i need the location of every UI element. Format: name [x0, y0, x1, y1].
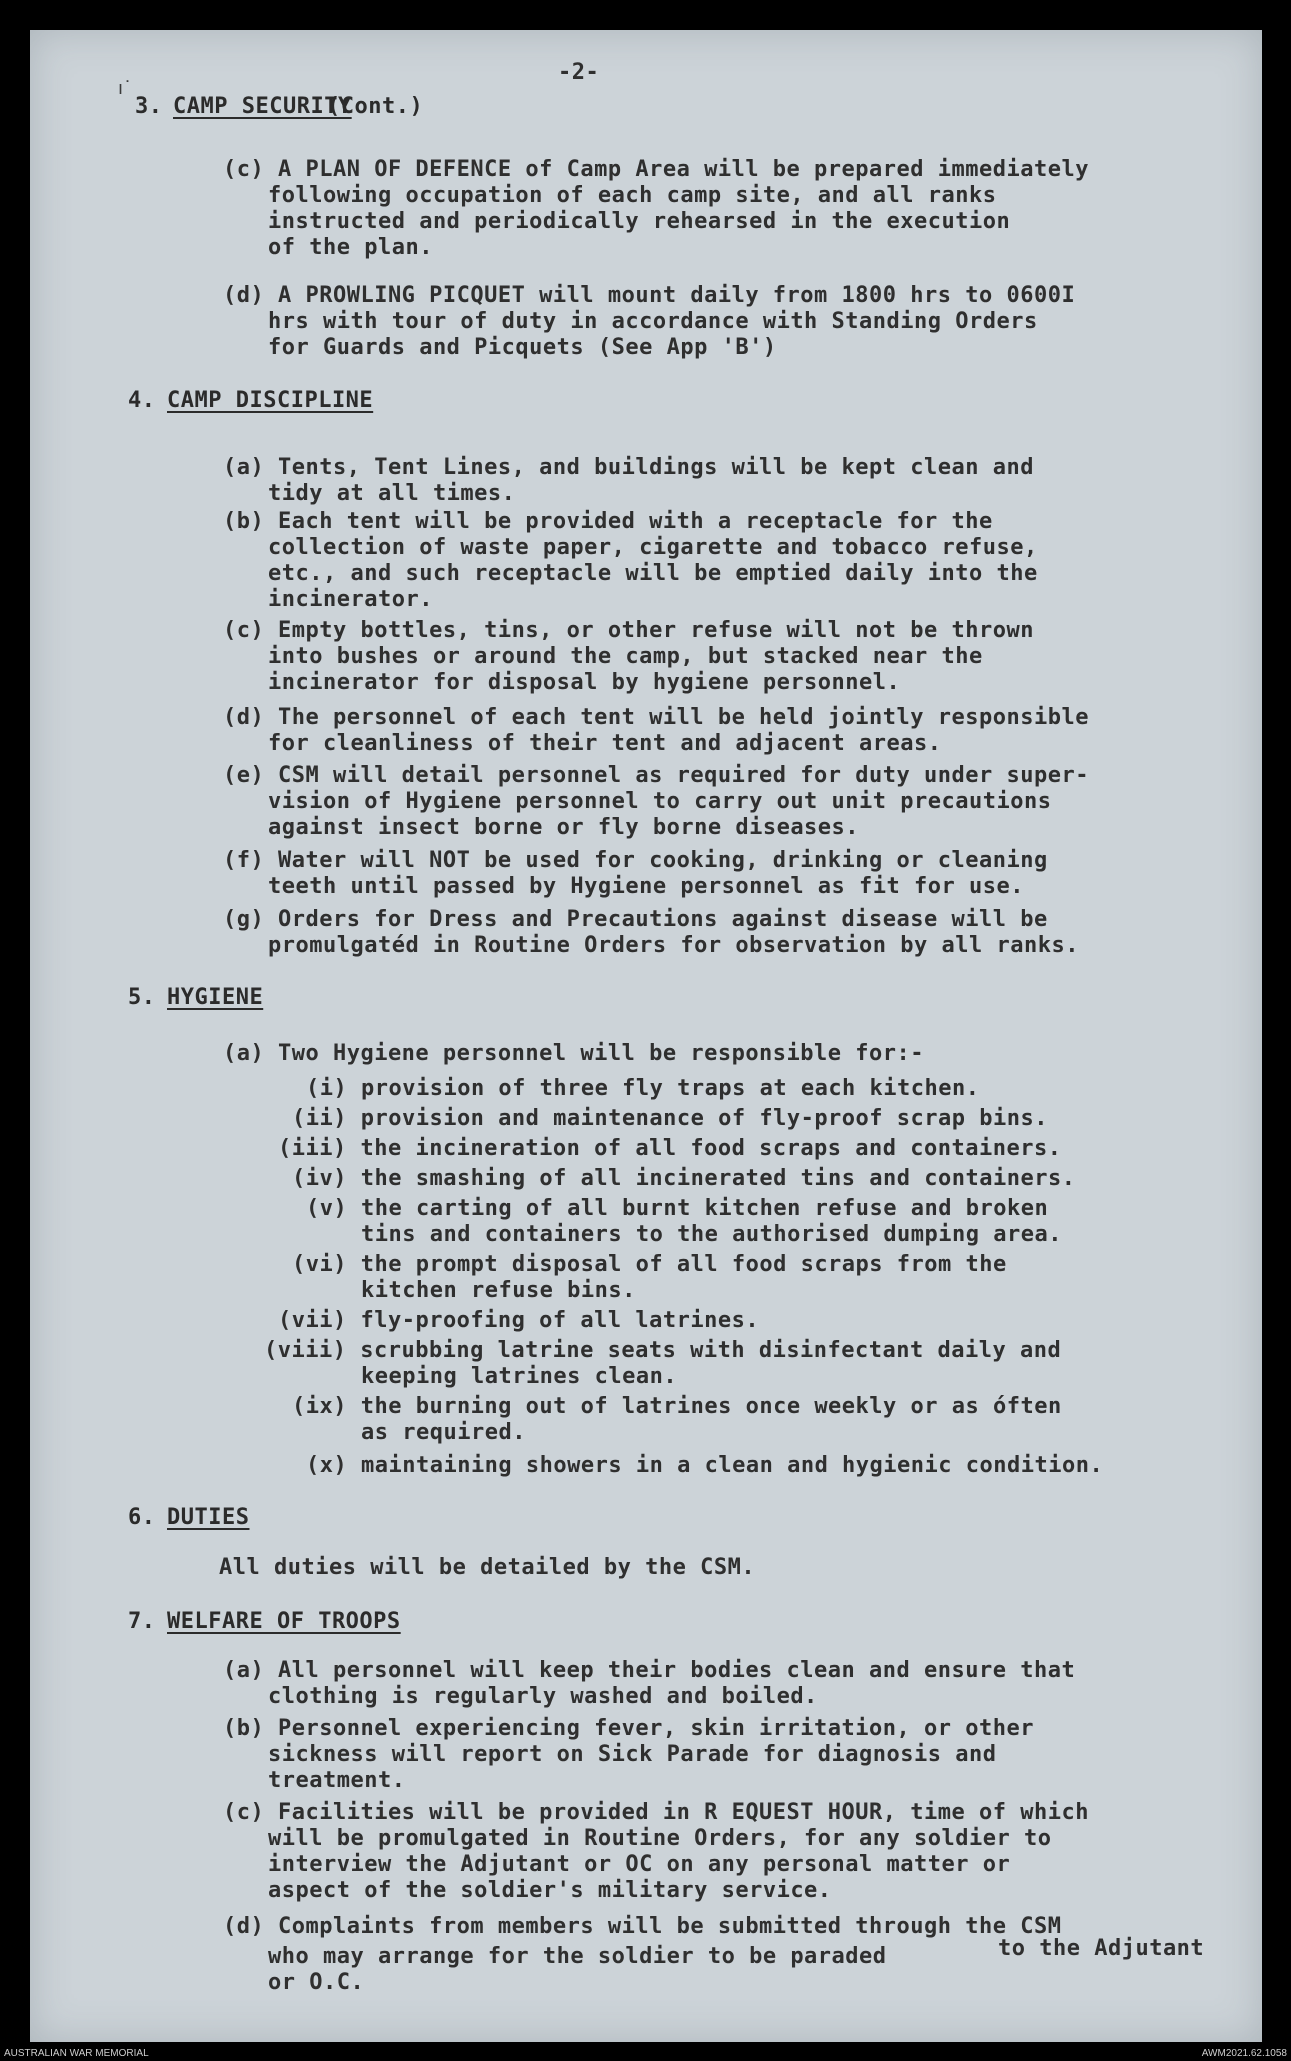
s5-item-vi-line-1: (vi) the prompt disposal of all food scraps from the — [292, 1252, 1007, 1277]
footer — [0, 2047, 1291, 2061]
section-3-number: 3. — [135, 94, 163, 119]
s4-d-line-1: (d) The personnel of each tent will be held jointly responsible — [223, 705, 1089, 730]
s5-item-vi-line-2: kitchen refuse bins. — [361, 1278, 636, 1303]
s7-c-line-1: (c) Facilities will be provided in R EQUEST HOUR, time of which — [223, 1800, 1089, 1825]
section-6-title: DUTIES — [167, 1505, 250, 1530]
s4-f-line-2: teeth until passed by Hygiene personnel as fit for use. — [268, 874, 1024, 899]
s4-e-line-3: against insect borne or fly borne diseases. — [268, 815, 860, 840]
s5-item-ii: (ii) provision and maintenance of fly-proof scrap bins. — [292, 1106, 1048, 1131]
handwritten-mark: ı˙ — [118, 78, 133, 99]
footer-source: AUSTRALIAN WAR MEMORIAL — [4, 2048, 149, 2059]
s7-a-line-1: (a) All personnel will keep their bodies clean and ensure that — [223, 1658, 1076, 1683]
s4-g-line-1: (g) Orders for Dress and Precautions against disease will be — [223, 907, 1048, 932]
s3-c-line-4: of the plan. — [268, 235, 433, 260]
s4-a-line-2: tidy at all times. — [268, 481, 516, 506]
footer-reference: AWM2021.62.1058 — [1201, 2048, 1287, 2059]
s4-b-line-4: incinerator. — [268, 587, 433, 612]
s7-d-line-1: (d) Complaints from members will be submitted through the CSM — [223, 1914, 1062, 1939]
s7-a-line-2: clothing is regularly washed and boiled. — [268, 1684, 818, 1709]
section-5-number: 5. — [128, 985, 156, 1010]
s5-item-viii-line-2: keeping latrines clean. — [361, 1364, 678, 1389]
s7-b-line-1: (b) Personnel experiencing fever, skin irritation, or other — [223, 1716, 1034, 1741]
s5-item-v-line-2: tins and containers to the authorised dumping area. — [361, 1222, 1063, 1247]
s7-d-line-2b: to the Adjutant — [998, 1936, 1205, 1961]
s5-a-intro: (a) Two Hygiene personnel will be responsible for:- — [223, 1041, 925, 1066]
s5-item-ix-line-2: as required. — [361, 1420, 526, 1445]
s5-item-iii: (iii) the incineration of all food scraps and containers. — [278, 1136, 1062, 1161]
section-3-suffix: (Cont.) — [327, 94, 424, 119]
s5-item-v-line-1: (v) the carting of all burnt kitchen refuse and broken — [306, 1196, 1049, 1221]
s7-d-line-3: or O.C. — [268, 1970, 365, 1995]
s4-c-line-1: (c) Empty bottles, tins, or other refuse will not be thrown — [223, 618, 1034, 643]
s4-b-line-1: (b) Each tent will be provided with a receptacle for the — [223, 509, 993, 534]
s4-g-line-2: promulgatéd in Routine Orders for observation by all ranks. — [268, 933, 1079, 958]
s4-b-line-3: etc., and such receptacle will be emptied daily into the — [268, 561, 1038, 586]
s4-c-line-3: incinerator for disposal by hygiene personnel. — [268, 670, 901, 695]
s3-d-line-2: hrs with tour of duty in accordance with Standing Orders — [268, 309, 1038, 334]
s7-b-line-3: treatment. — [268, 1768, 406, 1793]
s6-text: All duties will be detailed by the CSM. — [219, 1555, 756, 1580]
s5-item-i: (i) provision of three fly traps at each kitchen. — [306, 1076, 980, 1101]
s3-c-line-1: (c) A PLAN OF DEFENCE of Camp Area will be prepared immediately — [223, 157, 1089, 182]
s7-c-line-2: will be promulgated in Routine Orders, for any soldier to — [268, 1826, 1052, 1851]
s4-a-line-1: (a) Tents, Tent Lines, and buildings will be kept clean and — [223, 455, 1034, 480]
s5-item-ix-line-1: (ix) the burning out of latrines once weekly or as óften — [292, 1394, 1062, 1419]
section-3-title: CAMP SECURITY — [173, 94, 352, 119]
s3-c-line-2: following occupation of each camp site, and all ranks — [268, 183, 997, 208]
document-page — [30, 30, 1262, 2042]
s5-item-vii: (vii) fly-proofing of all latrines. — [278, 1308, 760, 1333]
section-4-title: CAMP DISCIPLINE — [167, 388, 374, 413]
s3-c-line-3: instructed and periodically rehearsed in the execution — [268, 209, 1011, 234]
s4-e-line-2: vision of Hygiene personnel to carry out unit precautions — [268, 789, 1052, 814]
s7-d-line-2: who may arrange for the soldier to be paraded — [268, 1944, 887, 1969]
s7-b-line-2: sickness will report on Sick Parade for diagnosis and — [268, 1742, 997, 1767]
s5-item-iv: (iv) the smashing of all incinerated tins and containers. — [292, 1166, 1076, 1191]
s3-d-line-3: for Guards and Picquets (See App 'B') — [268, 335, 777, 360]
s4-d-line-2: for cleanliness of their tent and adjacent areas. — [268, 731, 942, 756]
s5-item-x: (x) maintaining showers in a clean and hygienic condition. — [306, 1453, 1104, 1478]
page-number: -2- — [558, 60, 600, 85]
s7-c-line-3: interview the Adjutant or OC on any personal matter or — [268, 1852, 1011, 1877]
section-4-number: 4. — [128, 388, 156, 413]
s7-c-line-4: aspect of the soldier's military service. — [268, 1878, 832, 1903]
section-7-title: WELFARE OF TROOPS — [167, 1609, 401, 1634]
s4-b-line-2: collection of waste paper, cigarette and tobacco refuse, — [268, 535, 1038, 560]
section-5-title: HYGIENE — [167, 985, 264, 1010]
s5-item-viii-line-1: (viii) scrubbing latrine seats with disinfectant daily and — [264, 1338, 1062, 1363]
section-7-number: 7. — [128, 1609, 156, 1634]
s4-f-line-1: (f) Water will NOT be used for cooking, drinking or cleaning — [223, 848, 1048, 873]
s4-c-line-2: into bushes or around the camp, but stacked near the — [268, 644, 983, 669]
s4-e-line-1: (e) CSM will detail personnel as required for duty under super- — [223, 763, 1089, 788]
section-6-number: 6. — [128, 1505, 156, 1530]
s3-d-line-1: (d) A PROWLING PICQUET will mount daily from 1800 hrs to 0600I — [223, 283, 1076, 308]
